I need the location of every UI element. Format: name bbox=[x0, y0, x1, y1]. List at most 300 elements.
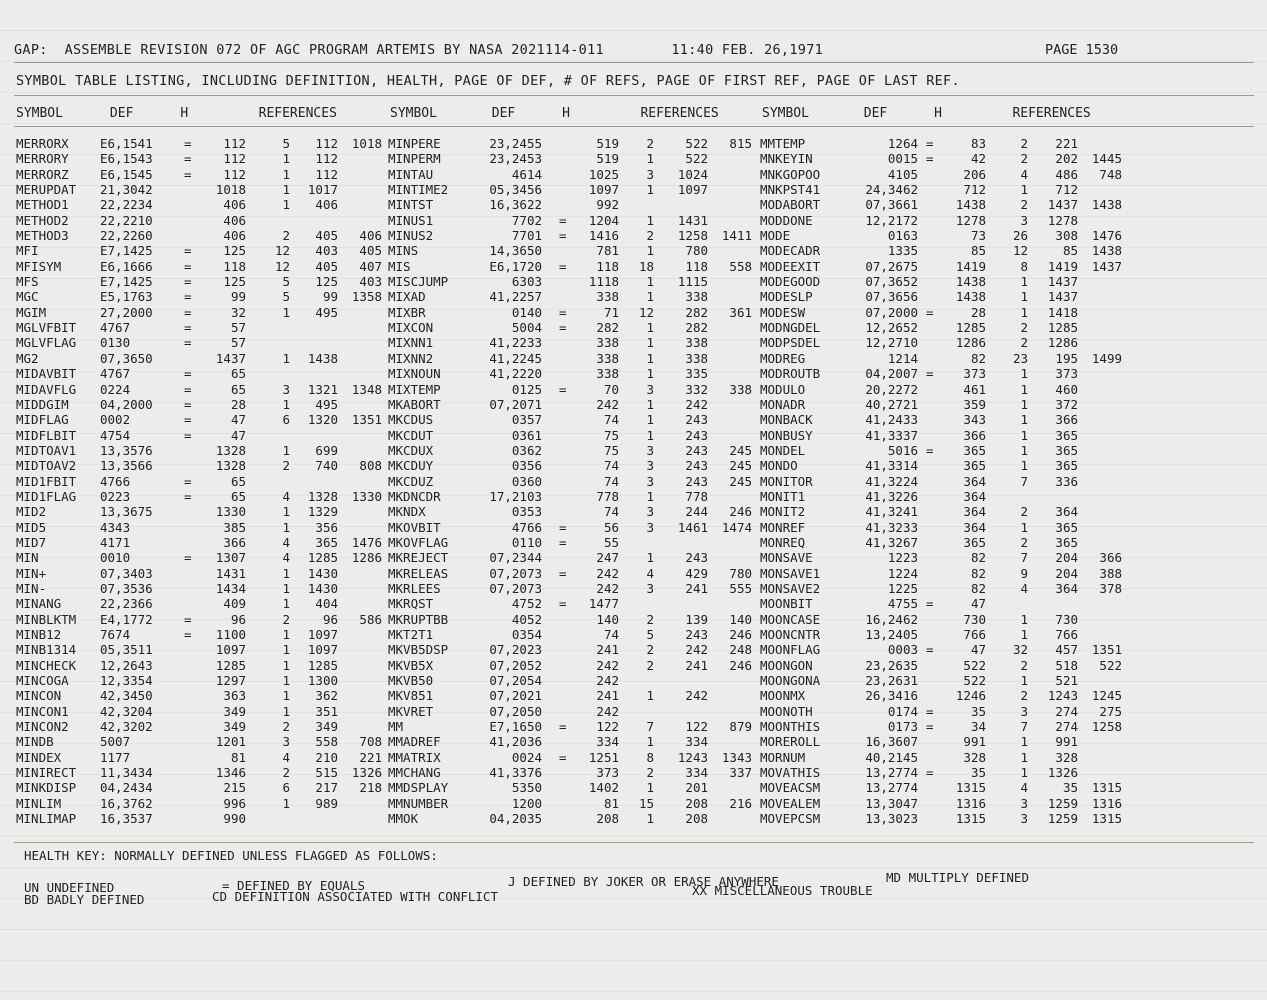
table-cell: 1 bbox=[646, 412, 654, 428]
table-cell: 406 bbox=[315, 197, 338, 213]
table-cell: MOONOTH bbox=[760, 703, 813, 719]
table-cell: 1343 bbox=[721, 749, 752, 765]
table-cell: 2 bbox=[282, 458, 290, 474]
table-cell: 1300 bbox=[307, 673, 338, 689]
table-cell: 365 bbox=[1055, 442, 1078, 458]
table-cell: 1 bbox=[1020, 458, 1028, 474]
table-cell: 47 bbox=[230, 427, 246, 443]
table-cell: 1438 bbox=[307, 350, 338, 366]
table-cell: MONSAVE1 bbox=[760, 565, 821, 581]
table-cell: = bbox=[184, 473, 192, 489]
table-cell: MOVEACSM bbox=[760, 780, 821, 796]
table-cell: 0174 bbox=[887, 703, 918, 719]
table-cell: 202 bbox=[1055, 151, 1078, 167]
table-cell: 406 bbox=[359, 228, 382, 244]
table-cell: = bbox=[926, 151, 934, 167]
table-cell: 1 bbox=[646, 396, 654, 412]
table-cell: 1251 bbox=[588, 749, 619, 765]
table-cell: 1118 bbox=[588, 274, 619, 290]
table-cell: = bbox=[559, 228, 567, 244]
table-cell: MINDEX bbox=[16, 749, 62, 765]
table-cell: 16,2462 bbox=[865, 611, 918, 627]
table-cell: 1328 bbox=[215, 442, 246, 458]
table-cell: 1297 bbox=[215, 673, 246, 689]
table-cell: 461 bbox=[963, 381, 986, 397]
table-cell: 245 bbox=[729, 473, 752, 489]
table-cell: 1097 bbox=[307, 642, 338, 658]
table-cell: 82 bbox=[970, 550, 986, 566]
table-cell: 486 bbox=[1055, 166, 1078, 182]
table-cell: 1 bbox=[282, 197, 290, 213]
table-cell: 81 bbox=[230, 749, 246, 765]
table-cell: 1278 bbox=[1047, 212, 1078, 228]
table-cell: MKOVFLAG bbox=[388, 534, 449, 550]
table-cell: MINCON1 bbox=[16, 703, 69, 719]
table-cell: MNKGOPOO bbox=[760, 166, 821, 182]
table-cell: 3 bbox=[646, 442, 654, 458]
table-cell: MINBLKTM bbox=[16, 611, 77, 627]
table-cell: 338 bbox=[685, 335, 708, 351]
table-cell: = bbox=[184, 550, 192, 566]
table-cell: 3 bbox=[1020, 212, 1028, 228]
table-cell: 4052 bbox=[511, 611, 542, 627]
table-cell: 34 bbox=[970, 719, 986, 735]
table-cell: 337 bbox=[729, 765, 752, 781]
table-cell: 4766 bbox=[100, 473, 131, 489]
table-cell: 5 bbox=[282, 274, 290, 290]
table-cell: 1200 bbox=[511, 795, 542, 811]
table-cell: 218 bbox=[359, 780, 382, 796]
table-cell: = bbox=[184, 289, 192, 305]
table-cell: MID1FBIT bbox=[16, 473, 77, 489]
table-cell: MKV851 bbox=[388, 688, 434, 704]
table-cell: 1330 bbox=[351, 488, 382, 504]
table-cell: METHOD2 bbox=[16, 212, 69, 228]
table-cell: 1335 bbox=[887, 243, 918, 259]
table-cell: 13,3576 bbox=[100, 442, 153, 458]
column-headers-1: SYMBOL DEF H REFERENCES bbox=[16, 106, 337, 121]
table-cell: 13,3047 bbox=[865, 795, 918, 811]
table-cell: 406 bbox=[223, 212, 246, 228]
table-cell: = bbox=[559, 719, 567, 735]
table-cell: = bbox=[559, 320, 567, 336]
table-cell: 364 bbox=[1055, 580, 1078, 596]
table-cell: 242 bbox=[685, 396, 708, 412]
table-cell: 96 bbox=[230, 611, 246, 627]
table-cell: 1 bbox=[646, 274, 654, 290]
table-cell: 0360 bbox=[511, 473, 542, 489]
table-cell: 140 bbox=[729, 611, 752, 627]
table-cell: MINLIM bbox=[16, 795, 62, 811]
table-cell: 243 bbox=[685, 427, 708, 443]
table-row bbox=[16, 627, 1256, 642]
table-cell: = bbox=[184, 366, 192, 382]
table-cell: 42,3204 bbox=[100, 703, 153, 719]
table-cell: MKCDUS bbox=[388, 412, 434, 428]
table-cell: 766 bbox=[963, 627, 986, 642]
table-cell: 41,3241 bbox=[865, 504, 918, 520]
table-cell: MIXCON bbox=[388, 320, 434, 336]
table-row bbox=[16, 428, 1256, 443]
table-cell: 07,3536 bbox=[100, 580, 153, 596]
table-cell: 1 bbox=[282, 519, 290, 535]
table-cell: MIDTOAV1 bbox=[16, 442, 77, 458]
table-row bbox=[16, 320, 1256, 335]
table-cell: 4171 bbox=[100, 534, 131, 550]
table-cell: 365 bbox=[315, 534, 338, 550]
table-cell: MIDAVBIT bbox=[16, 366, 77, 382]
table-cell: 1445 bbox=[1091, 151, 1122, 167]
table-cell: 35 bbox=[1062, 780, 1078, 796]
table-cell: = bbox=[184, 320, 192, 336]
table-cell: MMATRIX bbox=[388, 749, 441, 765]
table-cell: MKRQST bbox=[388, 596, 434, 612]
table-row bbox=[16, 351, 1256, 366]
table-cell: 3 bbox=[646, 519, 654, 535]
table-cell: 406 bbox=[223, 197, 246, 213]
table-cell: 47 bbox=[970, 642, 986, 658]
table-cell: 41,3337 bbox=[865, 427, 918, 443]
table-cell: 1477 bbox=[588, 596, 619, 612]
table-cell: 0163 bbox=[887, 228, 918, 244]
table-cell: MKOVBIT bbox=[388, 519, 441, 535]
table-cell: 1285 bbox=[1047, 320, 1078, 336]
table-cell: MKNDX bbox=[388, 504, 426, 520]
table-cell: 405 bbox=[315, 258, 338, 274]
table-cell: MONITOR bbox=[760, 473, 813, 489]
table-cell: 4766 bbox=[511, 519, 542, 535]
table-cell: 708 bbox=[359, 734, 382, 750]
table-cell: 4 bbox=[1020, 166, 1028, 182]
table-cell: 366 bbox=[963, 427, 986, 443]
table-cell: MODEGOOD bbox=[760, 274, 821, 290]
table-cell: 282 bbox=[685, 320, 708, 336]
health-key-j: J DEFINED BY JOKER OR ERASE ANYWHERE bbox=[508, 874, 779, 889]
page-number: PAGE 1530 bbox=[1045, 42, 1119, 58]
table-cell: 7702 bbox=[511, 212, 542, 228]
table-cell: 42,3202 bbox=[100, 719, 153, 735]
table-cell: 1 bbox=[282, 565, 290, 581]
table-cell: 1 bbox=[1020, 304, 1028, 320]
table-cell: 26,3416 bbox=[865, 688, 918, 704]
health-key-xx: XX MISCELLANEOUS TROUBLE bbox=[692, 883, 873, 898]
table-cell: MG2 bbox=[16, 350, 39, 366]
table-cell: MID1FLAG bbox=[16, 488, 77, 504]
table-cell: = bbox=[926, 596, 934, 612]
table-cell: 74 bbox=[603, 473, 619, 489]
table-cell: MINPERM bbox=[388, 151, 441, 167]
table-cell: 206 bbox=[963, 166, 986, 182]
table-cell: 112 bbox=[223, 166, 246, 182]
table-cell: 1 bbox=[1020, 182, 1028, 198]
table-cell: MODE bbox=[760, 228, 791, 244]
table-cell: 364 bbox=[963, 504, 986, 520]
table-cell: MOONFLAG bbox=[760, 642, 821, 658]
table-cell: 5004 bbox=[511, 320, 542, 336]
table-cell: = bbox=[926, 765, 934, 781]
table-cell: 57 bbox=[230, 335, 246, 351]
table-cell: MINKDISP bbox=[16, 780, 77, 796]
table-cell: 1419 bbox=[1047, 258, 1078, 274]
table-cell: 242 bbox=[596, 703, 619, 719]
table-cell: MMOK bbox=[388, 811, 419, 827]
table-cell: 243 bbox=[685, 627, 708, 642]
table-cell: 1214 bbox=[887, 350, 918, 366]
table-cell: 65 bbox=[230, 381, 246, 397]
table-cell: 5016 bbox=[887, 442, 918, 458]
table-cell: MINTIME2 bbox=[388, 182, 449, 198]
table-cell: MIXBR bbox=[388, 304, 426, 320]
table-cell: 13,2405 bbox=[865, 627, 918, 642]
table-cell: MOONTHIS bbox=[760, 719, 821, 735]
table-cell: MKVB5DSP bbox=[388, 642, 449, 658]
table-cell: 40,2145 bbox=[865, 749, 918, 765]
health-key-md: MD MULTIPLY DEFINED bbox=[886, 870, 1029, 885]
table-cell: 992 bbox=[596, 197, 619, 213]
table-cell: MIDFLBIT bbox=[16, 427, 77, 443]
table-cell: 364 bbox=[963, 473, 986, 489]
table-cell: 404 bbox=[315, 596, 338, 612]
table-cell: MONIT1 bbox=[760, 488, 806, 504]
health-key-eq: = DEFINED BY EQUALS bbox=[222, 878, 365, 893]
table-cell: 1 bbox=[1020, 611, 1028, 627]
table-cell: 112 bbox=[315, 151, 338, 167]
table-cell: 989 bbox=[315, 795, 338, 811]
table-cell: 1315 bbox=[1091, 780, 1122, 796]
listing-subtitle: SYMBOL TABLE LISTING, INCLUDING DEFINITION, HEALTH, PAGE OF DEF, # OF REFS, PAGE OF FIRST REF, PAGE OF LAST REF. bbox=[16, 73, 960, 89]
table-cell: MOVEPCSM bbox=[760, 811, 821, 827]
table-cell: 28 bbox=[970, 304, 986, 320]
table-cell: 4767 bbox=[100, 320, 131, 336]
table-cell: 47 bbox=[230, 412, 246, 428]
table-cell: = bbox=[926, 719, 934, 735]
table-cell: MINTAU bbox=[388, 166, 434, 182]
table-cell: 12,2172 bbox=[865, 212, 918, 228]
table-cell: 1 bbox=[1020, 734, 1028, 750]
table-row bbox=[16, 704, 1256, 719]
table-cell: MIXNN1 bbox=[388, 335, 434, 351]
table-cell: 364 bbox=[963, 488, 986, 504]
table-cell: MODULO bbox=[760, 381, 806, 397]
table-cell: MMTEMP bbox=[760, 136, 806, 151]
table-cell: MONBACK bbox=[760, 412, 813, 428]
table-cell: 4752 bbox=[511, 596, 542, 612]
table-cell: 1476 bbox=[1091, 228, 1122, 244]
table-cell: 0125 bbox=[511, 381, 542, 397]
table-cell: 0223 bbox=[100, 488, 131, 504]
table-cell: 1 bbox=[282, 182, 290, 198]
table-cell: = bbox=[559, 381, 567, 397]
table-cell: 274 bbox=[1055, 719, 1078, 735]
table-cell: 75 bbox=[603, 442, 619, 458]
table-cell: 429 bbox=[685, 565, 708, 581]
table-row bbox=[16, 535, 1256, 550]
table-cell: 18 bbox=[638, 258, 654, 274]
table-cell: 1243 bbox=[1047, 688, 1078, 704]
table-cell: 12 bbox=[638, 304, 654, 320]
table-cell: = bbox=[926, 366, 934, 382]
table-cell: 1285 bbox=[307, 550, 338, 566]
table-cell: 1411 bbox=[721, 228, 752, 244]
table-cell: 07,3650 bbox=[100, 350, 153, 366]
table-cell: 1 bbox=[646, 182, 654, 198]
table-cell: 0224 bbox=[100, 381, 131, 397]
table-cell: 3 bbox=[646, 504, 654, 520]
table-row bbox=[16, 289, 1256, 304]
table-cell: E7,1650 bbox=[489, 719, 542, 735]
table-cell: 1 bbox=[282, 580, 290, 596]
table-row bbox=[16, 443, 1256, 458]
table-cell: MIDTOAV2 bbox=[16, 458, 77, 474]
table-cell: 4 bbox=[282, 749, 290, 765]
table-cell: 1 bbox=[282, 396, 290, 412]
table-cell: 1258 bbox=[1091, 719, 1122, 735]
table-row bbox=[16, 673, 1256, 688]
table-cell: 1430 bbox=[307, 580, 338, 596]
table-cell: 388 bbox=[1099, 565, 1122, 581]
table-cell: 1330 bbox=[215, 504, 246, 520]
table-cell: 1476 bbox=[351, 534, 382, 550]
table-cell: MFISYM bbox=[16, 258, 62, 274]
table-cell: 2 bbox=[282, 611, 290, 627]
table-cell: 996 bbox=[223, 795, 246, 811]
table-cell: 519 bbox=[596, 136, 619, 151]
table-cell: 1097 bbox=[215, 642, 246, 658]
table-cell: 699 bbox=[315, 442, 338, 458]
table-cell: 118 bbox=[596, 258, 619, 274]
table-cell: 83 bbox=[970, 136, 986, 151]
table-cell: 0354 bbox=[511, 627, 542, 642]
table-cell: = bbox=[184, 396, 192, 412]
table-cell: 74 bbox=[603, 412, 619, 428]
table-cell: MODABORT bbox=[760, 197, 821, 213]
table-cell: 1326 bbox=[351, 765, 382, 781]
table-cell: 204 bbox=[1055, 565, 1078, 581]
table-cell: 21,3042 bbox=[100, 182, 153, 198]
table-cell: 15 bbox=[638, 795, 654, 811]
table-cell: 1 bbox=[1020, 427, 1028, 443]
column-headers-3: SYMBOL DEF H REFERENCES bbox=[762, 106, 1091, 121]
table-cell: 17,2103 bbox=[489, 488, 542, 504]
table-row bbox=[16, 243, 1256, 258]
table-cell: 2 bbox=[1020, 504, 1028, 520]
table-cell: 990 bbox=[223, 811, 246, 827]
table-cell: 349 bbox=[223, 719, 246, 735]
table-cell: MINS bbox=[388, 243, 419, 259]
table-cell: 1358 bbox=[351, 289, 382, 305]
table-cell: 1416 bbox=[588, 228, 619, 244]
table-cell: 1177 bbox=[100, 749, 131, 765]
table-cell: 712 bbox=[963, 182, 986, 198]
table-cell: 1 bbox=[282, 657, 290, 673]
table-cell: 0353 bbox=[511, 504, 542, 520]
table-cell: 0003 bbox=[887, 642, 918, 658]
table-cell: 1286 bbox=[955, 335, 986, 351]
table-cell: 275 bbox=[1099, 703, 1122, 719]
table-cell: 23,2631 bbox=[865, 673, 918, 689]
table-cell: 778 bbox=[596, 488, 619, 504]
table-cell: 1115 bbox=[677, 274, 708, 290]
table-cell: 07,2023 bbox=[489, 642, 542, 658]
table-cell: 1 bbox=[1020, 274, 1028, 290]
table-cell: MOREROLL bbox=[760, 734, 821, 750]
table-cell: 879 bbox=[729, 719, 752, 735]
table-cell: 403 bbox=[359, 274, 382, 290]
table-cell: MMDSPLAY bbox=[388, 780, 449, 796]
table-cell: 41,2257 bbox=[489, 289, 542, 305]
table-cell: 3 bbox=[646, 166, 654, 182]
divider bbox=[14, 842, 1254, 843]
table-cell: 1286 bbox=[1047, 335, 1078, 351]
table-cell: 335 bbox=[685, 366, 708, 382]
table-cell: 8 bbox=[1020, 258, 1028, 274]
table-cell: 748 bbox=[1099, 166, 1122, 182]
symbol-table bbox=[16, 136, 1256, 826]
table-cell: 0110 bbox=[511, 534, 542, 550]
table-cell: 1351 bbox=[1091, 642, 1122, 658]
table-cell: 07,3656 bbox=[865, 289, 918, 305]
table-cell: MNKPST41 bbox=[760, 182, 821, 198]
table-cell: MODESW bbox=[760, 304, 806, 320]
table-cell: MINTST bbox=[388, 197, 434, 213]
table-cell: 208 bbox=[596, 811, 619, 827]
table-cell: 1 bbox=[282, 627, 290, 642]
table-cell: 378 bbox=[1099, 580, 1122, 596]
table-row bbox=[16, 520, 1256, 535]
table-cell: 2 bbox=[282, 719, 290, 735]
table-cell: 362 bbox=[315, 688, 338, 704]
table-cell: 7 bbox=[1020, 550, 1028, 566]
table-cell: 2 bbox=[282, 765, 290, 781]
table-cell: 1 bbox=[282, 795, 290, 811]
table-cell: 351 bbox=[315, 703, 338, 719]
table-cell: 208 bbox=[685, 811, 708, 827]
table-cell: 221 bbox=[1055, 136, 1078, 151]
table-cell: 460 bbox=[1055, 381, 1078, 397]
table-cell: 740 bbox=[315, 458, 338, 474]
table-cell: = bbox=[184, 258, 192, 274]
table-cell: 35 bbox=[970, 765, 986, 781]
table-cell: 243 bbox=[685, 550, 708, 566]
table-cell: 1438 bbox=[955, 289, 986, 305]
table-cell: = bbox=[184, 412, 192, 428]
table-cell: 0140 bbox=[511, 304, 542, 320]
table-cell: 2 bbox=[1020, 335, 1028, 351]
health-key-un: UN UNDEFINED bbox=[24, 880, 115, 895]
table-row bbox=[16, 228, 1256, 243]
table-cell: = bbox=[184, 274, 192, 290]
table-cell: 04,2434 bbox=[100, 780, 153, 796]
table-cell: 343 bbox=[963, 412, 986, 428]
table-cell: 522 bbox=[963, 657, 986, 673]
table-cell: 1285 bbox=[955, 320, 986, 336]
table-cell: 1 bbox=[282, 673, 290, 689]
table-row bbox=[16, 780, 1256, 795]
table-cell: = bbox=[926, 703, 934, 719]
table-cell: 1 bbox=[1020, 519, 1028, 535]
table-cell: 373 bbox=[1055, 366, 1078, 382]
table-cell: 82 bbox=[970, 350, 986, 366]
table-cell: 217 bbox=[315, 780, 338, 796]
table-cell: 27,2000 bbox=[100, 304, 153, 320]
table-cell: 1315 bbox=[1091, 811, 1122, 827]
table-cell: 245 bbox=[729, 458, 752, 474]
table-cell: 1 bbox=[1020, 289, 1028, 305]
table-cell: METHOD3 bbox=[16, 228, 69, 244]
table-cell: 406 bbox=[223, 228, 246, 244]
table-cell: 1402 bbox=[588, 780, 619, 796]
table-cell: 522 bbox=[685, 151, 708, 167]
